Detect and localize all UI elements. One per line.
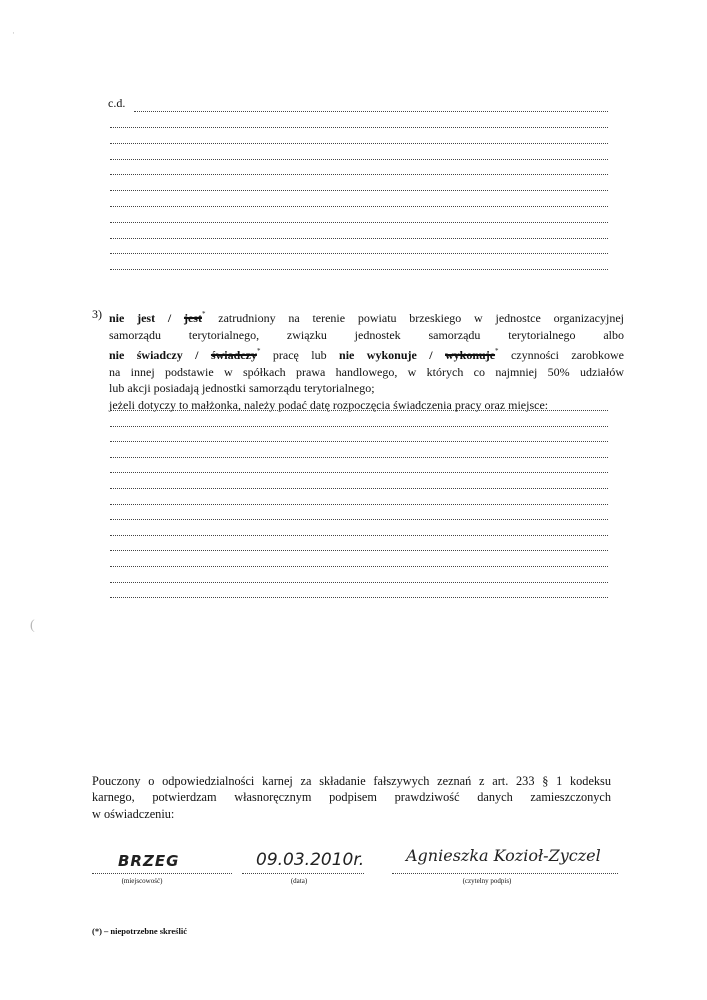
answer-line [110, 596, 608, 598]
answer-line [110, 440, 608, 442]
option-not-providing: nie świadczy / [109, 348, 211, 363]
oath-line-3: w oświadczeniu: [92, 806, 175, 821]
item-3-text-run: zatrudniony na terenie powiatu brzeskiego w jednostce organizacyjnej [205, 311, 624, 325]
footnote-marker: * [495, 347, 499, 356]
scan-artifact: ( [30, 618, 35, 633]
item-3-line-1 [109, 306, 624, 327]
footnote-marker: * [256, 347, 261, 356]
option-not-performing: nie wykonuje / [339, 348, 446, 363]
oath-line-2: karnego, potwierdzam własnoręcznym podpisem prawdziwość danych zamieszczonych [92, 790, 611, 805]
answer-line [110, 142, 608, 144]
answer-line [110, 221, 608, 223]
answer-line [110, 581, 608, 583]
date-caption: (data) [290, 877, 308, 885]
option-not-employed: nie jest / [109, 311, 184, 325]
oath-line-1: Pouczony o odpowiedzialności karnej za składanie fałszywych zeznań z art. 233 § 1 kodeksu [92, 774, 611, 788]
answer-line [110, 268, 608, 270]
answer-line [110, 158, 608, 160]
date-line [242, 872, 364, 874]
answer-line [110, 205, 608, 207]
item-3-line-3 [109, 343, 624, 364]
crossed-option-performing: wykonuje [445, 348, 496, 363]
signature-line [392, 872, 618, 874]
scan-artifact: · [12, 28, 15, 38]
answer-line [110, 425, 608, 427]
answer-line [110, 456, 608, 458]
answer-line [110, 126, 608, 128]
item-3-line-4: na innej podstawie w spółkach prawa handlowego, w których co najmniej 50% udziałów [109, 364, 624, 379]
answer-line [134, 110, 608, 112]
item-3-line-2: samorządu terytorialnego, związku jednostek samorządu terytorialnego albo [109, 327, 624, 342]
item-3 [92, 306, 624, 414]
date-handwriting: 09.03.2010r. [256, 850, 365, 870]
answer-line [110, 237, 608, 239]
signature-caption: (czytelny podpis) [462, 877, 512, 885]
signature-row [92, 846, 622, 890]
item-3-text-run: pracę lub [260, 348, 340, 363]
handwritten-signature: Agnieszka Kozioł-Zyczel [406, 846, 601, 865]
answer-line [110, 518, 608, 520]
continued-label: c.d. [108, 96, 126, 110]
answer-line [110, 409, 608, 411]
answer-line [110, 549, 608, 551]
answer-line [110, 503, 608, 505]
answer-line [110, 565, 608, 567]
answer-line [110, 471, 608, 473]
oath-statement [92, 773, 611, 822]
footnote: (*) – niepotrzebne skreślić [92, 926, 187, 936]
item-3-line-6: jeżeli dotyczy to małżonka, należy podać datę rozpoczęcia świadczenia pracy oraz miejsce: [109, 397, 549, 412]
answer-line [110, 189, 608, 191]
answer-line [110, 534, 608, 536]
place-handwriting: BRZEG [118, 852, 180, 870]
crossed-option-providing: świadczy [210, 348, 257, 363]
footnote-marker: * [201, 310, 206, 318]
place-caption: (miejscowość) [121, 877, 163, 885]
answer-line [110, 252, 608, 254]
answer-line [110, 487, 608, 489]
answer-line [110, 173, 608, 175]
crossed-option-employed: jest [183, 311, 202, 325]
item-3-line-5: lub akcji posiadają jednostki samorządu terytorialnego; [109, 381, 375, 396]
place-line [92, 872, 232, 874]
item-3-text-run: czynności zarobkowe [498, 348, 625, 363]
item-number: 3) [92, 307, 102, 321]
item-3-text [109, 306, 624, 414]
